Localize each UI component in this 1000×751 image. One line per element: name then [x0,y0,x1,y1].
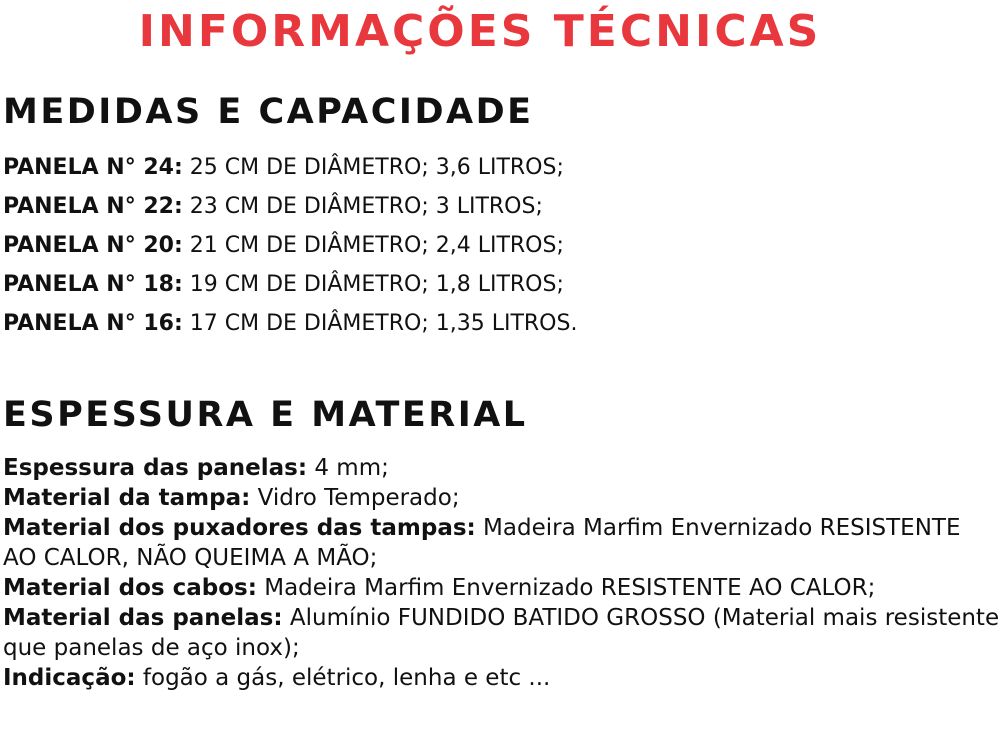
list-item [3,513,1000,573]
item-text: 25 CM DE DIÂMETRO; 3,6 LITROS; [182,155,564,180]
list-item [3,453,1000,483]
item-text: 4 mm; [307,455,389,481]
item-label: PANELA N° 24: [3,155,183,180]
list-item [3,573,1000,603]
item-text: fogão a gás, elétrico, lenha e etc ... [135,665,551,691]
list-item [3,148,577,187]
item-text: 19 CM DE DIÂMETRO; 1,8 LITROS; [182,272,564,297]
list-item [3,226,577,265]
list-item [3,663,1000,693]
item-text: 21 CM DE DIÂMETRO; 2,4 LITROS; [182,233,564,258]
item-label: PANELA N° 18: [3,272,183,297]
item-label: Material dos puxadores das tampas: [3,515,476,541]
list-item [3,304,577,343]
item-text: Madeira Marfim Envernizado RESISTENTE AO CALOR; [256,575,876,601]
item-text: 23 CM DE DIÂMETRO; 3 LITROS; [182,194,543,219]
section-heading-measures: MEDIDAS E CAPACIDADE [3,92,534,132]
item-text: Alumínio FUNDIDO BATIDO GROSSO (Material mais resistente que panelas de aço inox); [3,605,1000,661]
list-item [3,603,1000,663]
page-title: INFORMAÇÕES TÉCNICAS [138,6,822,57]
item-label: Material da tampa: [3,485,251,511]
item-text: Madeira Marfim Envernizado RESISTENTE AO CALOR, NÃO QUEIMA A MÃO; [3,515,961,571]
list-item [3,483,1000,513]
item-label: Espessura das panelas: [3,455,308,481]
item-label: PANELA N° 22: [3,194,183,219]
item-text: 17 CM DE DIÂMETRO; 1,35 LITROS. [182,311,578,336]
item-label: PANELA N° 20: [3,233,183,258]
item-label: Material dos cabos: [3,575,257,601]
item-text: Vidro Temperado; [250,485,460,511]
item-label: Indicação: [3,665,136,691]
measures-list [3,148,577,343]
list-item [3,265,577,304]
material-list [3,453,1000,693]
item-label: Material das panelas: [3,605,283,631]
section-heading-material: ESPESSURA E MATERIAL [3,395,528,435]
item-label: PANELA N° 16: [3,311,183,336]
list-item [3,187,577,226]
